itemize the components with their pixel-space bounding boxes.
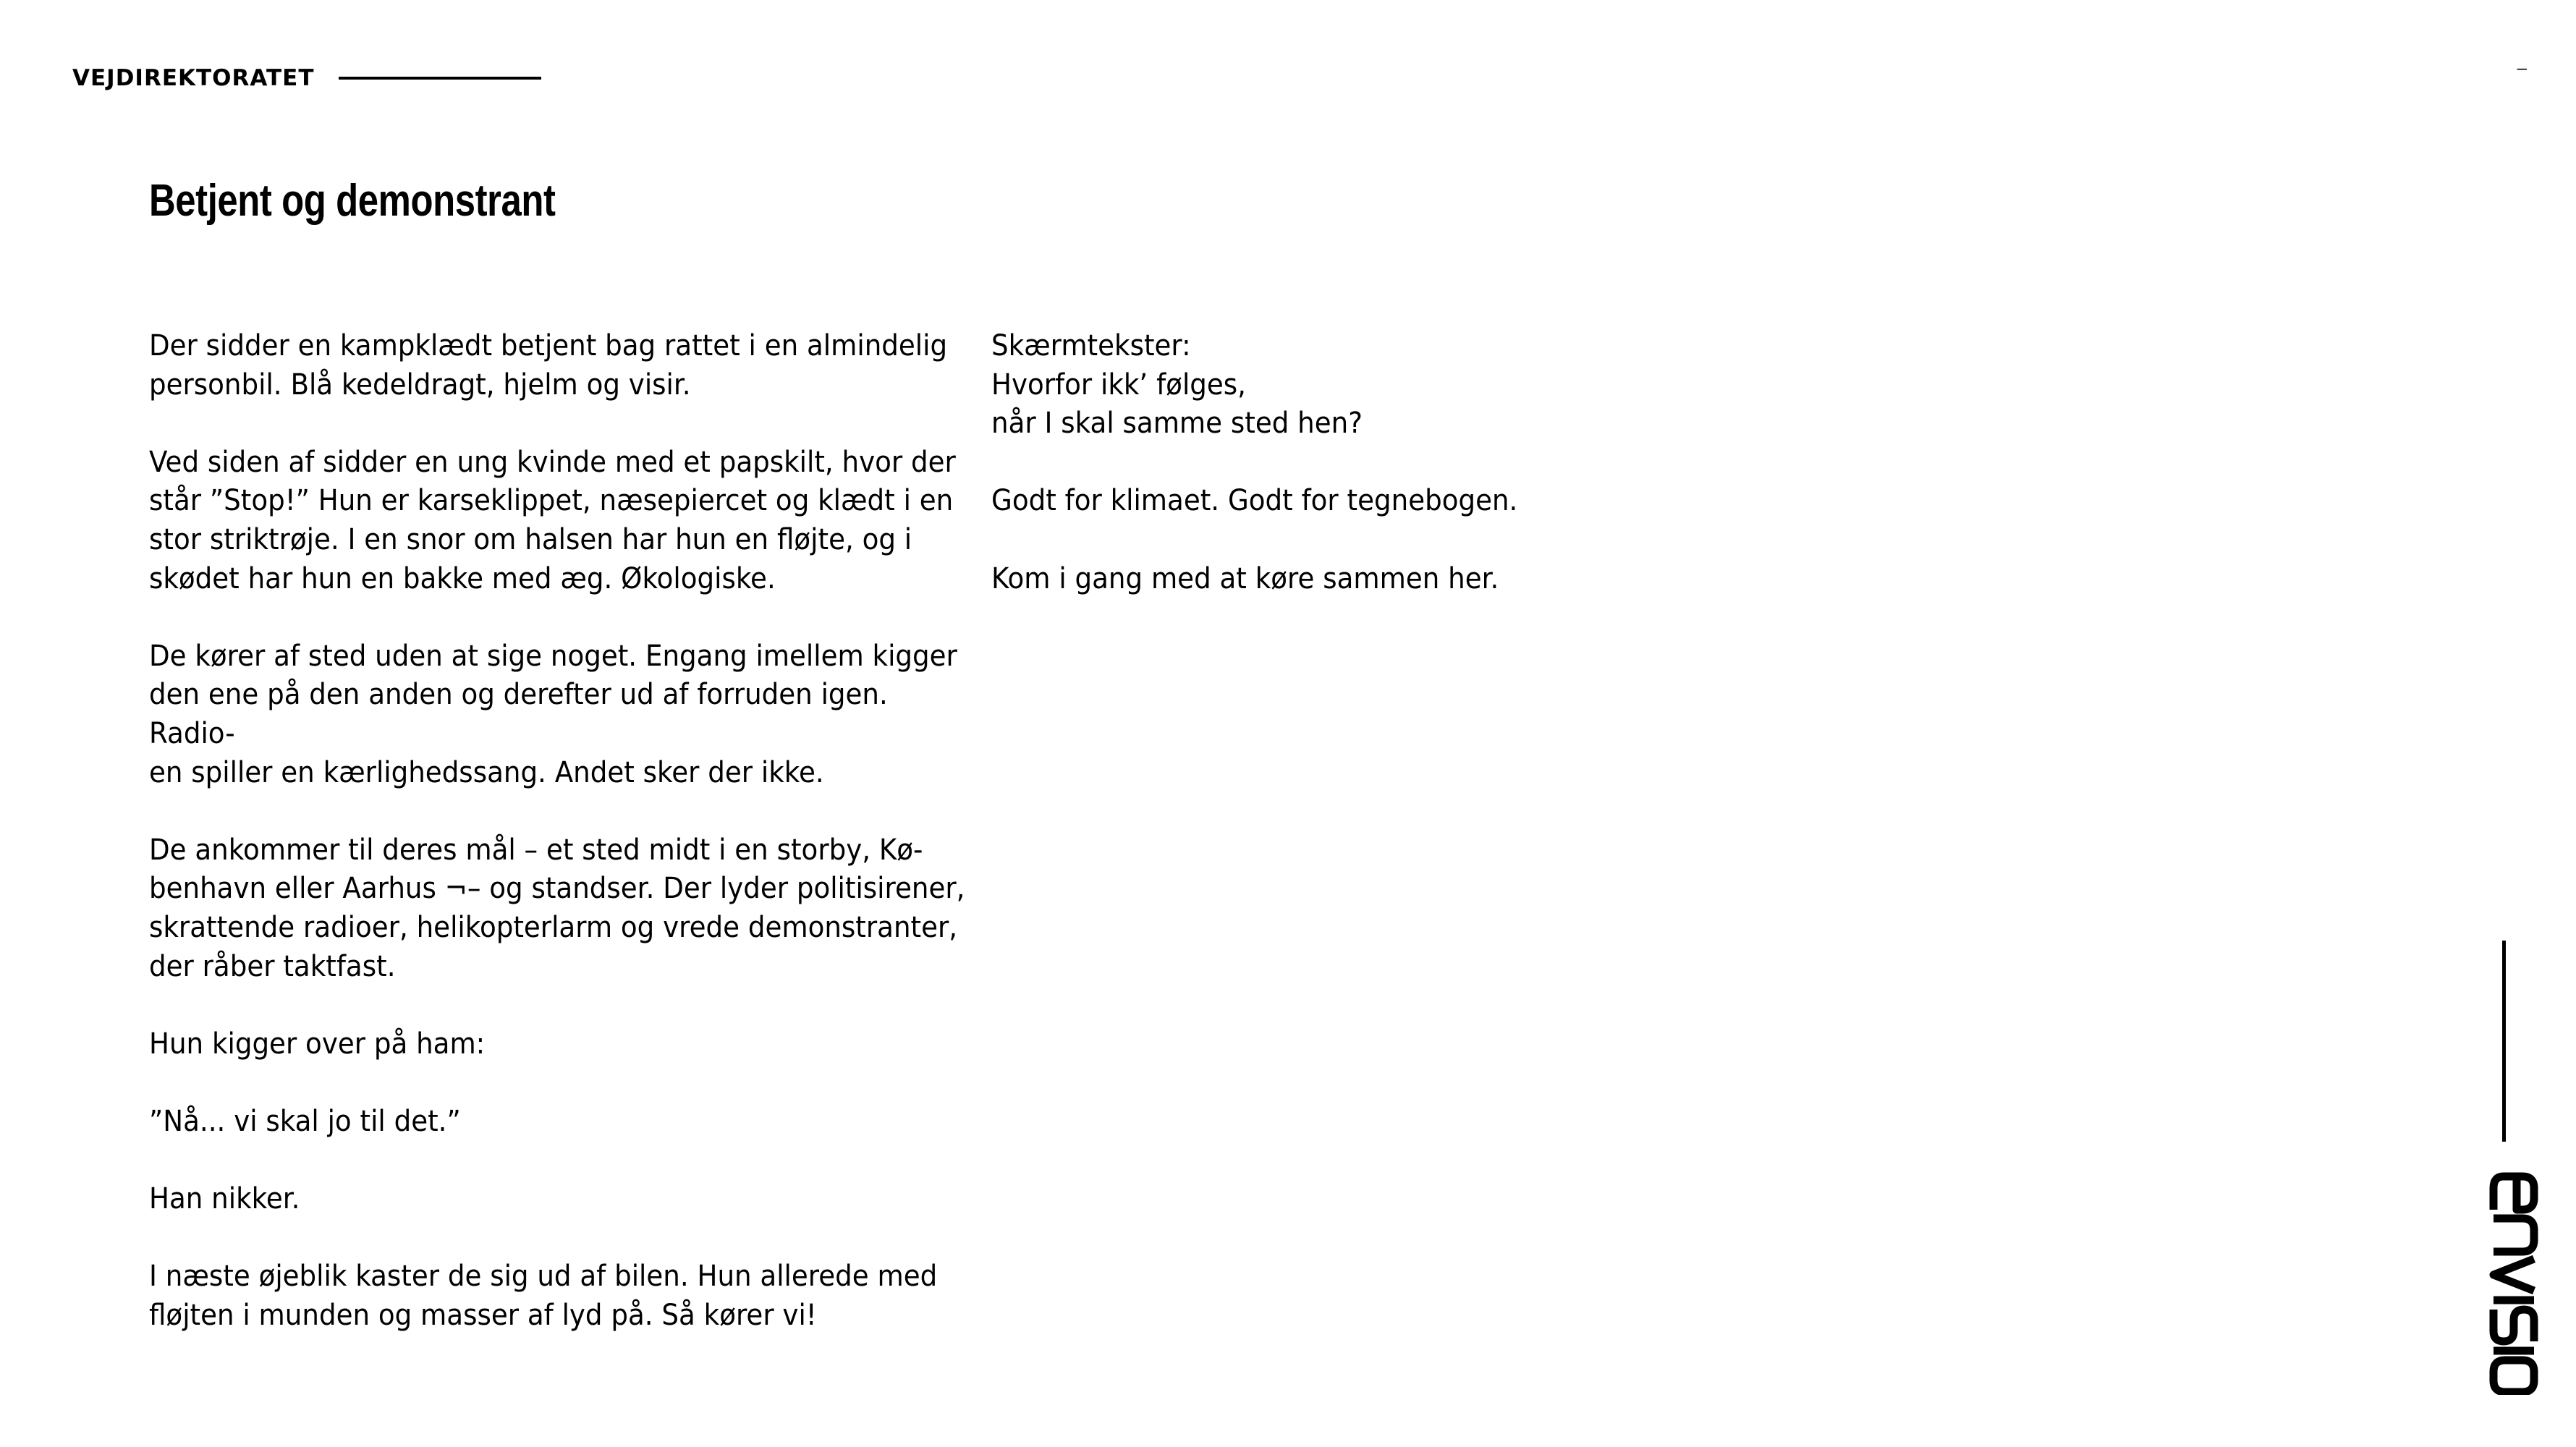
brand-name: VEJDIREKTORATET bbox=[72, 65, 315, 91]
paragraph: I næste øjeblik kaster de sig ud af bilen. Hun allerede med fløjten i munden og masser af lyd på. Så kører vi! bbox=[149, 1260, 938, 1332]
screen-text-paragraph: Godt for klimaet. Godt for tegnebogen. bbox=[991, 484, 1518, 518]
envision-logo-icon bbox=[2460, 1171, 2547, 1395]
paragraph: Ved siden af sidder en ung kvinde med et papskilt, hvor der står ”Stop!” Hun er karseklippet, næsepiercet og klædt i en stor striktrøje. I en snor om halsen har hun en fløjte, og i skødet har hun en bakke med æg. Økologiske. bbox=[149, 445, 956, 595]
paragraph: De ankommer til deres mål – et sted midt i en storby, Kø- benhavn eller Aarhus ¬– og standser. Der lyder politisirener, skrattende radioer, helikopterlarm og vrede demonstranter, der råber taktfast. bbox=[149, 833, 965, 983]
page-mark: – bbox=[2517, 59, 2527, 78]
paragraph: ”Nå... vi skal jo til det.” bbox=[149, 1104, 461, 1138]
screen-text-paragraph: Skærmtekster: Hvorfor ikk’ følges, når I skal samme sted hen? bbox=[991, 329, 1363, 441]
header bbox=[72, 64, 541, 93]
page-title: Betjent og demonstrant bbox=[149, 176, 556, 226]
paragraph: Hun kigger over på ham: bbox=[149, 1027, 486, 1061]
paragraph: Han nikker. bbox=[149, 1182, 300, 1216]
header-rule bbox=[339, 77, 541, 80]
logo-area bbox=[2460, 941, 2547, 1404]
paragraph: Der sidder en kampklædt betjent bag rattet i en almindelig personbil. Blå kedeldragt, hjelm og visir. bbox=[149, 329, 948, 402]
right-column bbox=[991, 327, 1715, 637]
left-column bbox=[149, 327, 967, 1374]
screen-text-paragraph: Kom i gang med at køre sammen her. bbox=[991, 561, 1499, 595]
paragraph: De kører af sted uden at sige noget. Engang imellem kigger den ene på den anden og derefter ud af forruden igen. Radio- en spiller en kærlighedssang. Andet sker der ikke. bbox=[149, 639, 957, 789]
vertical-rule bbox=[2502, 941, 2506, 1142]
